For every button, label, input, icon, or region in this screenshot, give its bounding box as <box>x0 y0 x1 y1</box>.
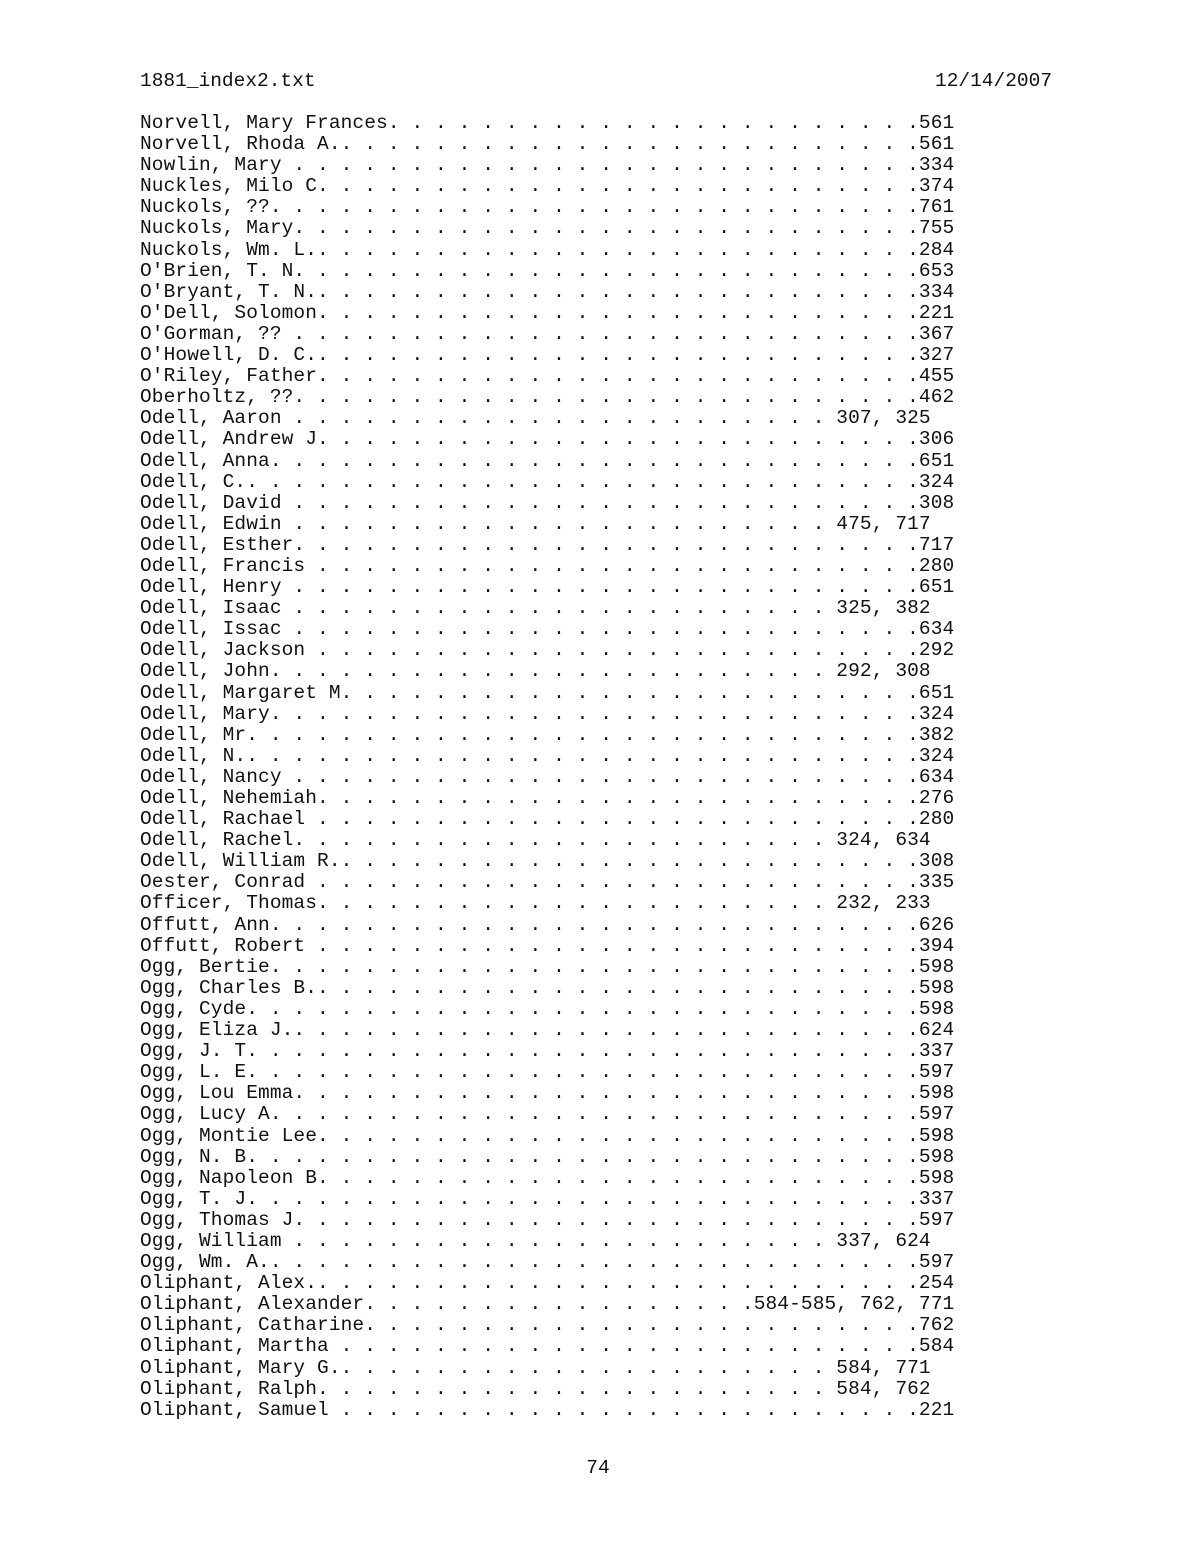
index-entry: Ogg, William . . . . . . . . . . . . . . . . . . . . . . . 337, 624 <box>140 1229 931 1252</box>
index-entry: Odell, Rachel. . . . . . . . . . . . . . . . . . . . . . . 324, 634 <box>140 829 931 852</box>
index-entry: Ogg, L. E. . . . . . . . . . . . . . . . . . . . . . . . . . . . .597 <box>140 1061 955 1084</box>
index-entry: Oliphant, Samuel . . . . . . . . . . . . . . . . . . . . . . . . .221 <box>140 1398 955 1421</box>
index-entry: Ogg, T. J. . . . . . . . . . . . . . . . . . . . . . . . . . . . .337 <box>140 1187 955 1210</box>
index-entry: Odell, Mr. . . . . . . . . . . . . . . . . . . . . . . . . . . . .382 <box>140 723 955 746</box>
index-entry: O'Brien, T. N. . . . . . . . . . . . . . . . . . . . . . . . . . .653 <box>140 259 955 282</box>
index-entry: Odell, Isaac . . . . . . . . . . . . . . . . . . . . . . . 325, 382 <box>140 597 931 620</box>
index-entry: Nuckols, Mary. . . . . . . . . . . . . . . . . . . . . . . . . . .755 <box>140 217 955 240</box>
index-entry: Odell, John. . . . . . . . . . . . . . . . . . . . . . . . 292, 308 <box>140 660 931 683</box>
document-filename: 1881_index2.txt <box>140 70 316 92</box>
index-entry: Oliphant, Ralph. . . . . . . . . . . . . . . . . . . . . . 584, 762 <box>140 1377 931 1400</box>
index-entry: Odell, Francis . . . . . . . . . . . . . . . . . . . . . . . . . .280 <box>140 554 955 577</box>
index-entry: Offutt, Ann. . . . . . . . . . . . . . . . . . . . . . . . . . . .626 <box>140 913 955 936</box>
index-entry: Odell, Esther. . . . . . . . . . . . . . . . . . . . . . . . . . .717 <box>140 533 955 556</box>
index-entry: Odell, Aaron . . . . . . . . . . . . . . . . . . . . . . . 307, 325 <box>140 407 931 430</box>
index-entry: Odell, William R.. . . . . . . . . . . . . . . . . . . . . . . . .308 <box>140 850 955 873</box>
index-entry: Odell, Edwin . . . . . . . . . . . . . . . . . . . . . . . 475, 717 <box>140 512 931 535</box>
index-entry: Ogg, Eliza J.. . . . . . . . . . . . . . . . . . . . . . . . . . .624 <box>140 1019 955 1042</box>
index-entry: Ogg, J. T. . . . . . . . . . . . . . . . . . . . . . . . . . . . .337 <box>140 1040 955 1063</box>
index-entry: Odell, Margaret M. . . . . . . . . . . . . . . . . . . . . . . . .651 <box>140 681 955 704</box>
index-entry: O'Howell, D. C.. . . . . . . . . . . . . . . . . . . . . . . . . .327 <box>140 344 955 367</box>
index-entry: Odell, Nehemiah. . . . . . . . . . . . . . . . . . . . . . . . . .276 <box>140 787 955 809</box>
index-entry: Odell, Mary. . . . . . . . . . . . . . . . . . . . . . . . . . . .324 <box>140 702 955 725</box>
index-entry: Norvell, Mary Frances. . . . . . . . . . . . . . . . . . . . . . .561 <box>140 112 955 134</box>
index-entry: Nowlin, Mary . . . . . . . . . . . . . . . . . . . . . . . . . . .334 <box>140 154 955 177</box>
index-entry: Ogg, Wm. A.. . . . . . . . . . . . . . . . . . . . . . . . . . . .597 <box>140 1251 955 1274</box>
index-entry: Ogg, Lou Emma. . . . . . . . . . . . . . . . . . . . . . . . . . .598 <box>140 1082 955 1105</box>
index-entry: O'Riley, Father. . . . . . . . . . . . . . . . . . . . . . . . . .455 <box>140 365 955 388</box>
index-entry: Ogg, Montie Lee. . . . . . . . . . . . . . . . . . . . . . . . . .598 <box>140 1124 955 1147</box>
index-entry: Oliphant, Catharine. . . . . . . . . . . . . . . . . . . . . . . .762 <box>140 1314 955 1337</box>
index-entry: Oester, Conrad . . . . . . . . . . . . . . . . . . . . . . . . . .335 <box>140 871 955 894</box>
index-entry: Odell, C.. . . . . . . . . . . . . . . . . . . . . . . . . . . . .324 <box>140 470 955 493</box>
index-entry: Odell, N.. . . . . . . . . . . . . . . . . . . . . . . . . . . . .324 <box>140 744 955 767</box>
index-entry: Odell, Anna. . . . . . . . . . . . . . . . . . . . . . . . . . . .651 <box>140 449 955 472</box>
index-entry: Oberholtz, ??. . . . . . . . . . . . . . . . . . . . . . . . . . .462 <box>140 386 955 409</box>
index-entry: Oliphant, Martha . . . . . . . . . . . . . . . . . . . . . . . . .584 <box>140 1335 955 1358</box>
index-entry: Offutt, Robert . . . . . . . . . . . . . . . . . . . . . . . . . .394 <box>140 934 955 957</box>
index-entry: Nuckols, Wm. L.. . . . . . . . . . . . . . . . . . . . . . . . . .284 <box>140 238 955 261</box>
index-entry: Ogg, N. B. . . . . . . . . . . . . . . . . . . . . . . . . . . . .598 <box>140 1145 955 1168</box>
index-entry: Ogg, Napoleon B. . . . . . . . . . . . . . . . . . . . . . . . . .598 <box>140 1166 955 1189</box>
index-entry: Ogg, Cyde. . . . . . . . . . . . . . . . . . . . . . . . . . . . .598 <box>140 997 955 1020</box>
index-entry: Odell, David . . . . . . . . . . . . . . . . . . . . . . . . . . .308 <box>140 491 955 514</box>
index-entry: Officer, Thomas. . . . . . . . . . . . . . . . . . . . . . 232, 233 <box>140 892 931 915</box>
index-entry: Nuckles, Milo C. . . . . . . . . . . . . . . . . . . . . . . . . .374 <box>140 175 955 198</box>
index-entry-list <box>140 113 954 1421</box>
index-entry: Odell, Andrew J. . . . . . . . . . . . . . . . . . . . . . . . . .306 <box>140 428 955 451</box>
index-entry: Ogg, Bertie. . . . . . . . . . . . . . . . . . . . . . . . . . . .598 <box>140 955 955 978</box>
index-entry: Norvell, Rhoda A.. . . . . . . . . . . . . . . . . . . . . . . . .561 <box>140 133 955 156</box>
index-entry: Ogg, Thomas J. . . . . . . . . . . . . . . . . . . . . . . . . . .597 <box>140 1208 955 1231</box>
index-entry: Odell, Henry . . . . . . . . . . . . . . . . . . . . . . . . . . .651 <box>140 576 955 599</box>
index-entry: Odell, Jackson . . . . . . . . . . . . . . . . . . . . . . . . . .292 <box>140 639 955 662</box>
index-entry: Oliphant, Mary G.. . . . . . . . . . . . . . . . . . . . . 584, 771 <box>140 1356 931 1379</box>
index-entry: O'Bryant, T. N.. . . . . . . . . . . . . . . . . . . . . . . . . .334 <box>140 280 955 303</box>
index-entry: Odell, Nancy . . . . . . . . . . . . . . . . . . . . . . . . . . .634 <box>140 765 955 788</box>
index-entry: Oliphant, Alexander. . . . . . . . . . . . . . . . .584-585, 762, 771 <box>140 1293 955 1316</box>
index-entry: Odell, Rachael . . . . . . . . . . . . . . . . . . . . . . . . . .280 <box>140 808 955 831</box>
index-entry: Odell, Issac . . . . . . . . . . . . . . . . . . . . . . . . . . .634 <box>140 618 955 641</box>
index-entry: Ogg, Lucy A. . . . . . . . . . . . . . . . . . . . . . . . . . . .597 <box>140 1103 955 1126</box>
index-entry: Oliphant, Alex.. . . . . . . . . . . . . . . . . . . . . . . . . .254 <box>140 1272 955 1295</box>
document-date: 12/14/2007 <box>935 70 1053 92</box>
index-entry: O'Gorman, ?? . . . . . . . . . . . . . . . . . . . . . . . . . . .367 <box>140 322 955 345</box>
index-entry: O'Dell, Solomon. . . . . . . . . . . . . . . . . . . . . . . . . .221 <box>140 301 955 324</box>
index-entry: Ogg, Charles B.. . . . . . . . . . . . . . . . . . . . . . . . . .598 <box>140 976 955 999</box>
index-entry: Nuckols, ??. . . . . . . . . . . . . . . . . . . . . . . . . . . .761 <box>140 196 955 219</box>
page-number: 74 <box>586 1457 610 1479</box>
